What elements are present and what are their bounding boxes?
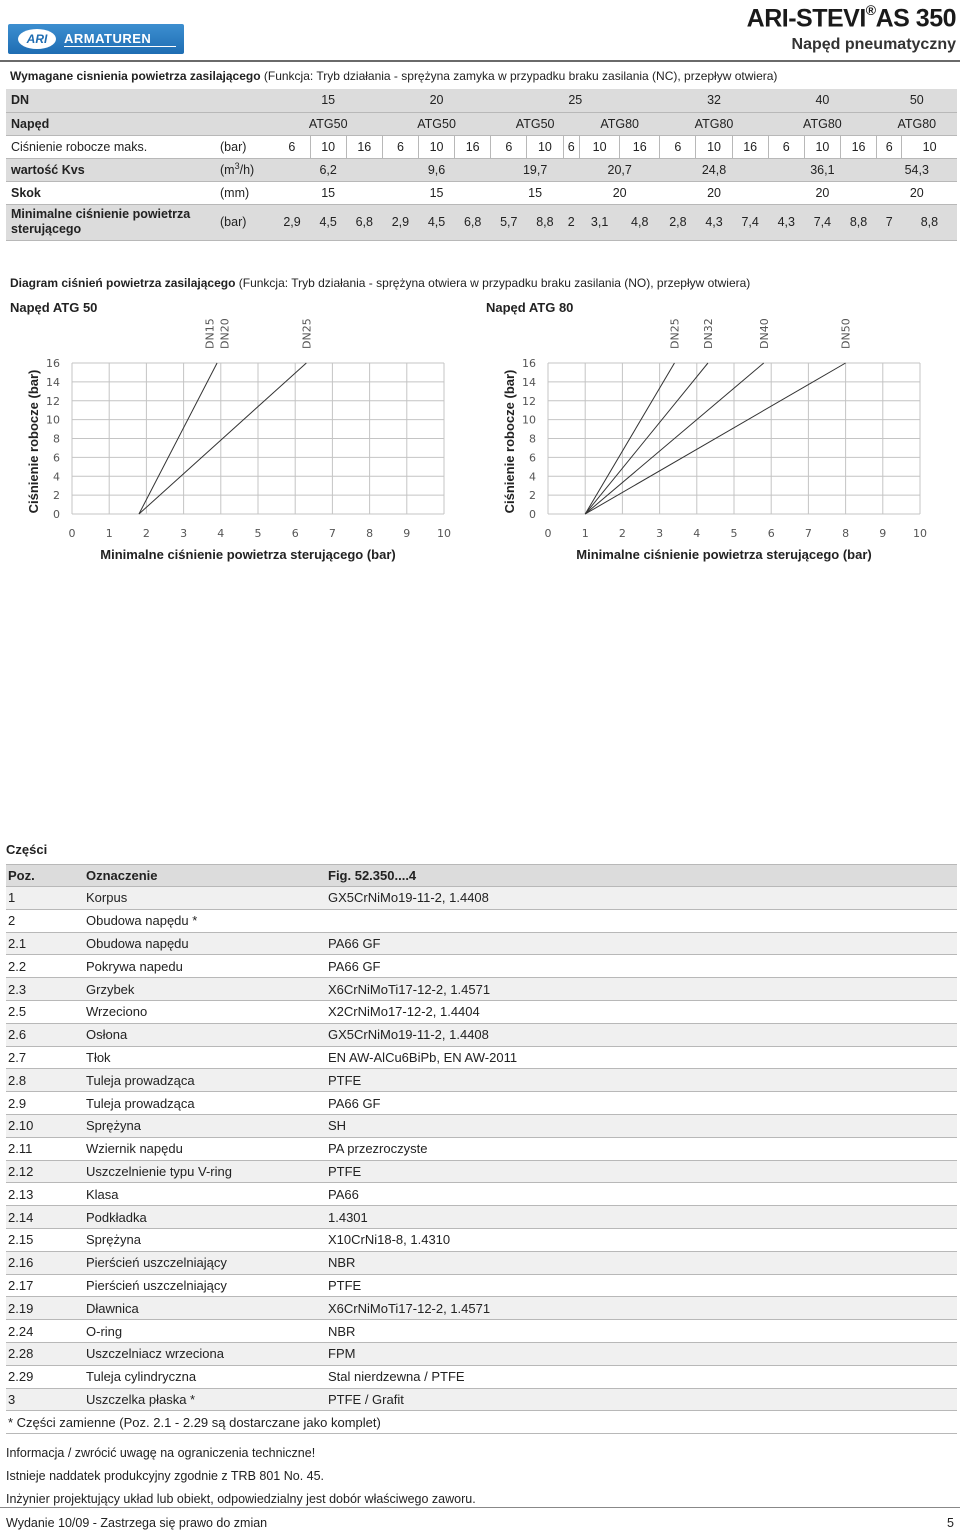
part-name: Tuleja cylindryczna	[84, 1365, 326, 1388]
part-name: Tłok	[84, 1046, 326, 1069]
part-position: 2.19	[6, 1297, 84, 1320]
parts-col-material: Fig. 52.350....4	[326, 865, 957, 887]
parts-row	[6, 1274, 957, 1297]
part-name: Klasa	[84, 1183, 326, 1206]
parts-row	[6, 1251, 957, 1274]
footer-edition: Wydanie 10/09 - Zastrzega się prawo do zmian	[6, 1516, 268, 1530]
chart-atg80	[486, 300, 946, 570]
logo-mark: ARI	[18, 29, 56, 49]
x-tick-label: 8	[842, 527, 850, 540]
diagram-section-title: Diagram ciśnień powietrza zasilającego (Funkcja: Tryb działania - sprężyna otwiera w przypadku braku zasilania (NO), przepływ otwiera)	[10, 276, 751, 290]
parts-row	[6, 1069, 957, 1092]
part-material: PA66	[326, 1183, 957, 1206]
series-label: DN50	[839, 318, 853, 349]
x-tick-label: 2	[618, 527, 626, 540]
parts-row	[6, 932, 957, 955]
part-position: 2.14	[6, 1206, 84, 1229]
parts-row	[6, 1228, 957, 1251]
parts-row	[6, 1183, 957, 1206]
part-position: 2.24	[6, 1320, 84, 1343]
parts-row	[6, 1092, 957, 1115]
part-material	[326, 909, 957, 932]
part-material: PTFE	[326, 1274, 957, 1297]
spec-row-stroke: Skok (mm) 15 15 15 20 20 20 20	[6, 181, 957, 204]
y-tick-label: 8	[529, 432, 536, 446]
drive-cell: ATG50	[491, 112, 580, 135]
part-name: Tuleja prowadząca	[84, 1069, 326, 1092]
drive-cell: ATG80	[580, 112, 660, 135]
chart-atg80-plot	[486, 300, 946, 570]
header-divider	[0, 60, 960, 62]
y-tick-label: 10	[46, 413, 60, 427]
part-name: Wziernik napędu	[84, 1137, 326, 1160]
chart-grid	[72, 363, 444, 514]
x-tick-label: 7	[804, 527, 812, 540]
part-material: NBR	[326, 1251, 957, 1274]
y-tick-label: 16	[46, 357, 60, 370]
parts-row	[6, 909, 957, 932]
spec-table	[6, 89, 957, 241]
y-tick-label: 8	[53, 432, 60, 446]
part-position: 2.12	[6, 1160, 84, 1183]
parts-col-name: Oznaczenie	[84, 865, 326, 887]
x-tick-label: 4	[217, 527, 225, 540]
part-name: Tuleja prowadząca	[84, 1092, 326, 1115]
drive-cell: ATG50	[382, 112, 490, 135]
part-material: PA66 GF	[326, 955, 957, 978]
parts-row	[6, 1023, 957, 1046]
part-name: Dławnica	[84, 1297, 326, 1320]
part-name: Podkładka	[84, 1206, 326, 1229]
drive-cell: ATG80	[768, 112, 876, 135]
footer-divider	[0, 1507, 960, 1508]
series-label: DN25	[300, 318, 314, 349]
part-name: Obudowa napędu	[84, 932, 326, 955]
x-tick-label: 0	[68, 527, 76, 540]
part-name: Grzybek	[84, 978, 326, 1001]
part-name: Uszczelka płaska *	[84, 1388, 326, 1411]
parts-title: Części	[6, 842, 48, 857]
drive-cell: ATG80	[877, 112, 957, 135]
part-name: O-ring	[84, 1320, 326, 1343]
dn-cell: 40	[768, 89, 876, 112]
series-label: DN15	[203, 318, 217, 349]
y-tick-label: 4	[53, 470, 60, 484]
page-header	[0, 0, 960, 64]
product-subtitle: Napęd pneumatyczny	[791, 36, 956, 53]
x-tick-label: 6	[291, 527, 299, 540]
x-tick-label: 1	[581, 527, 589, 540]
part-name: Korpus	[84, 887, 326, 910]
series-label: DN32	[701, 318, 715, 349]
y-axis-label: Ciśnienie robocze (bar)	[26, 369, 41, 514]
logo-text: ARMATUREN	[64, 31, 152, 46]
part-material: X2CrNiMo17-12-2, 1.4404	[326, 1000, 957, 1023]
note-trb: Istnieje naddatek produkcyjny zgodnie z TRB 801 No. 45.	[6, 1469, 325, 1483]
part-material: X6CrNiMoTi17-12-2, 1.4571	[326, 1297, 957, 1320]
part-position: 2.28	[6, 1342, 84, 1365]
part-material: SH	[326, 1114, 957, 1137]
part-name: Sprężyna	[84, 1114, 326, 1137]
parts-row	[6, 1365, 957, 1388]
part-position: 2.15	[6, 1228, 84, 1251]
logo-underline	[64, 46, 176, 47]
ari-logo	[8, 24, 184, 54]
chart-atg50	[10, 300, 470, 570]
page-number: 5	[947, 1516, 954, 1530]
y-tick-label: 14	[46, 375, 60, 389]
drive-cell: ATG50	[274, 112, 382, 135]
x-axis-label: Minimalne ciśnienie powietrza sterującego (bar)	[100, 547, 396, 562]
x-tick-label: 3	[656, 527, 664, 540]
part-position: 2.10	[6, 1114, 84, 1137]
chart-title: Napęd ATG 80	[486, 300, 574, 315]
part-name: Uszczelniacz wrzeciona	[84, 1342, 326, 1365]
y-tick-label: 12	[46, 394, 60, 408]
dn-cell: 20	[382, 89, 490, 112]
dn-cell: 15	[274, 89, 382, 112]
part-position: 2.13	[6, 1183, 84, 1206]
x-tick-label: 1	[105, 527, 113, 540]
parts-row	[6, 1388, 957, 1411]
part-name: Sprężyna	[84, 1228, 326, 1251]
part-name: Wrzeciono	[84, 1000, 326, 1023]
parts-row	[6, 1046, 957, 1069]
part-name: Pierścień uszczelniający	[84, 1274, 326, 1297]
y-tick-label: 16	[522, 357, 536, 370]
dn-cell: 25	[491, 89, 660, 112]
parts-footnote: * Części zamienne (Poz. 2.1 - 2.29 są dostarczane jako komplet)	[6, 1411, 957, 1434]
product-title: ARI-STEVI®AS 350	[746, 2, 956, 33]
part-material: NBR	[326, 1320, 957, 1343]
part-name: Pokrywa napedu	[84, 955, 326, 978]
part-position: 2.29	[6, 1365, 84, 1388]
chart-title: Napęd ATG 50	[10, 300, 98, 315]
part-material: PA66 GF	[326, 932, 957, 955]
x-tick-label: 2	[142, 527, 150, 540]
x-tick-label: 9	[879, 527, 887, 540]
y-tick-label: 6	[529, 451, 536, 465]
drive-cell: ATG80	[660, 112, 768, 135]
part-material: X10CrNi18-8, 1.4310	[326, 1228, 957, 1251]
parts-row	[6, 1320, 957, 1343]
part-position: 1	[6, 887, 84, 910]
x-tick-label: 8	[366, 527, 374, 540]
part-name: Obudowa napędu *	[84, 909, 326, 932]
parts-col-pos: Poz.	[6, 865, 84, 887]
part-position: 2.17	[6, 1274, 84, 1297]
parts-row	[6, 1000, 957, 1023]
parts-row	[6, 887, 957, 910]
part-name: Uszczelnienie typu V-ring	[84, 1160, 326, 1183]
part-material: EN AW-AlCu6BiPb, EN AW-2011	[326, 1046, 957, 1069]
part-position: 2.3	[6, 978, 84, 1001]
part-position: 2	[6, 909, 84, 932]
part-material: PTFE	[326, 1069, 957, 1092]
dn-cell: 32	[660, 89, 768, 112]
part-name: Osłona	[84, 1023, 326, 1046]
parts-table	[6, 864, 957, 1434]
series-label: DN40	[757, 318, 771, 349]
part-name: Pierścień uszczelniający	[84, 1251, 326, 1274]
spec-row-drive: Napęd ATG50 ATG50 ATG50 ATG80 ATG80 ATG80 ATG80	[6, 112, 957, 135]
parts-row	[6, 955, 957, 978]
x-tick-label: 6	[767, 527, 775, 540]
part-position: 2.7	[6, 1046, 84, 1069]
x-tick-label: 5	[254, 527, 262, 540]
x-tick-label: 0	[544, 527, 552, 540]
spec-row-dn: DN 15 20 25 32 40 50	[6, 89, 957, 112]
part-position: 2.6	[6, 1023, 84, 1046]
spec-row-kvs: wartość Kvs $(m^3/h)$ 6,2 9,6 19,7 20,7 24,8 36,1 54,3	[6, 158, 957, 181]
parts-row	[6, 1160, 957, 1183]
x-tick-label: 5	[730, 527, 738, 540]
parts-header-row	[6, 865, 957, 887]
parts-row	[6, 1206, 957, 1229]
part-position: 3	[6, 1388, 84, 1411]
series-label: DN20	[218, 318, 232, 349]
y-tick-label: 6	[53, 451, 60, 465]
y-tick-label: 0	[529, 508, 536, 521]
part-position: 2.9	[6, 1092, 84, 1115]
part-position: 2.2	[6, 955, 84, 978]
y-tick-label: 4	[529, 470, 536, 484]
spec-row-pressure: Ciśnienie robocze maks. (bar) 6 10 16 6 10 16 6 10 6 10 16 6 10 16 6 10 16 6 10	[6, 135, 957, 158]
part-material: PA66 GF	[326, 1092, 957, 1115]
part-position: 2.11	[6, 1137, 84, 1160]
y-axis-label: Ciśnienie robocze (bar)	[502, 369, 517, 514]
series-label: DN25	[668, 318, 682, 349]
parts-row	[6, 1342, 957, 1365]
part-material: X6CrNiMoTi17-12-2, 1.4571	[326, 978, 957, 1001]
part-material: PTFE	[326, 1160, 957, 1183]
x-tick-label: 7	[328, 527, 336, 540]
part-material: 1.4301	[326, 1206, 957, 1229]
x-tick-label: 4	[693, 527, 701, 540]
note-engineer: Inżynier projektujący układ lub obiekt, odpowiedzialny jest dobór właściwego zaworu.	[6, 1492, 476, 1506]
part-material: GX5CrNiMo19-11-2, 1.4408	[326, 887, 957, 910]
part-material: PA przezroczyste	[326, 1137, 957, 1160]
chart-atg50-plot	[10, 300, 470, 570]
parts-row	[6, 1114, 957, 1137]
y-tick-label: 0	[53, 508, 60, 521]
part-position: 2.8	[6, 1069, 84, 1092]
part-position: 2.5	[6, 1000, 84, 1023]
spec-section-title: Wymagane cisnienia powietrza zasilającego (Funkcja: Tryb działania - sprężyna zamyka w przypadku braku zasilania (NC), przepływ otwiera)	[10, 69, 778, 83]
part-position: 2.1	[6, 932, 84, 955]
y-tick-label: 12	[522, 394, 536, 408]
parts-footnote-row	[6, 1411, 957, 1434]
dn-cell: 50	[877, 89, 957, 112]
parts-row	[6, 1137, 957, 1160]
part-material: FPM	[326, 1342, 957, 1365]
spec-row-min-pressure: Minimalne ciśnienie powietrza sterującego (bar) 2,9 4,5 6,8 2,9 4,5 6,8 5,7 8,8 2 3,1 4,8 2,8 4,3 7,4 4,3 7,4 8,8 7 8,8	[6, 204, 957, 240]
part-material: PTFE / Grafit	[326, 1388, 957, 1411]
part-material: GX5CrNiMo19-11-2, 1.4408	[326, 1023, 957, 1046]
parts-row	[6, 1297, 957, 1320]
part-material: Stal nierdzewna / PTFE	[326, 1365, 957, 1388]
y-tick-label: 14	[522, 375, 536, 389]
x-axis-label: Minimalne ciśnienie powietrza sterującego (bar)	[576, 547, 872, 562]
y-tick-label: 10	[522, 413, 536, 427]
y-tick-label: 2	[529, 489, 536, 503]
part-position: 2.16	[6, 1251, 84, 1274]
x-tick-label: 10	[437, 527, 451, 540]
parts-row	[6, 978, 957, 1001]
note-technical: Informacja / zwrócić uwagę na ograniczenia techniczne!	[6, 1446, 316, 1460]
x-tick-label: 10	[913, 527, 927, 540]
x-tick-label: 9	[403, 527, 411, 540]
x-tick-label: 3	[180, 527, 188, 540]
y-tick-label: 2	[53, 489, 60, 503]
